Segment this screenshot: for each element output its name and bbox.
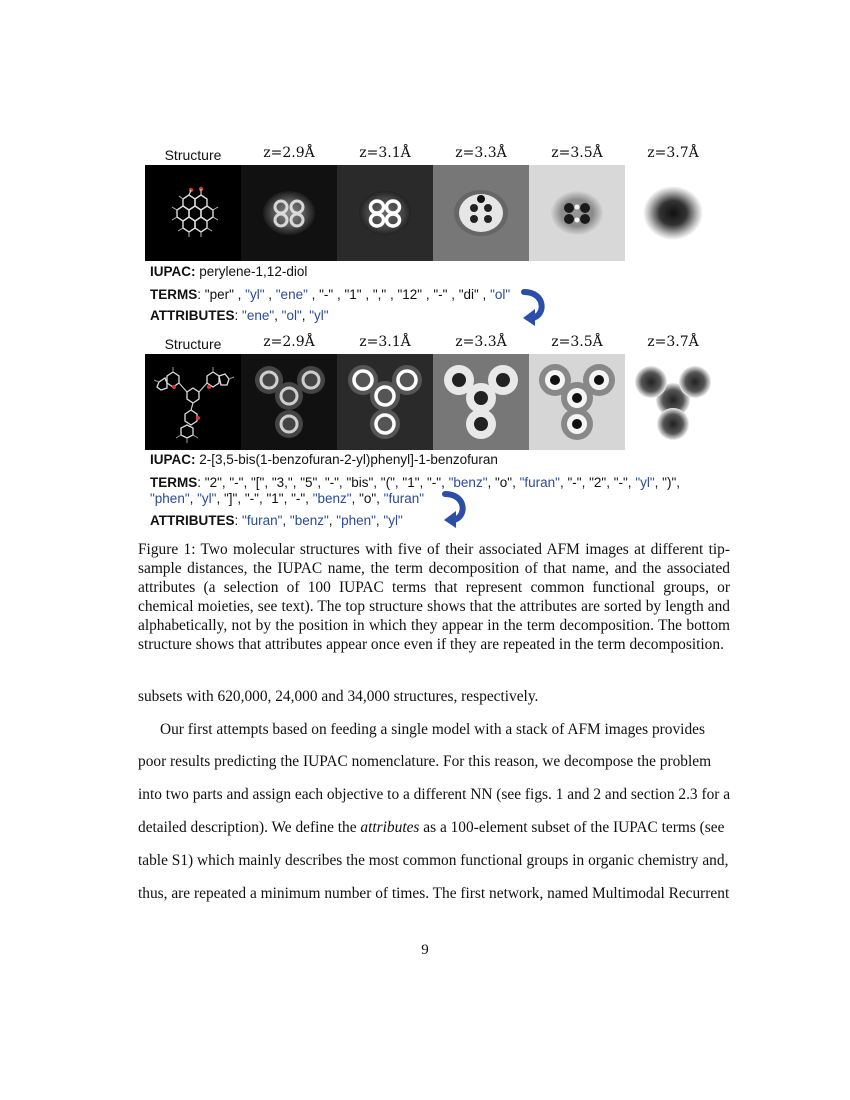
terms-label: TERMS (150, 475, 198, 490)
structure-image (145, 354, 241, 450)
iupac-label: IUPAC: (150, 452, 196, 467)
panel-2-attributes: ATTRIBUTES: "furan", "benz", "phen", "yl" (150, 513, 403, 528)
term-token: "-" (324, 475, 339, 490)
term-token: "benz" (448, 475, 488, 490)
term-token: "-" (291, 491, 306, 506)
header-structure: Structure (164, 336, 222, 352)
term-token: "-" (319, 287, 334, 302)
panel-2-terms-values-line1: "2", "-", "[", "3,", "5", "-", "bis", "(", "1", "-", "benz", "o", "furan", "-", "2", "-", "yl", ")", (204, 475, 681, 490)
term-token: "benz" (312, 491, 352, 506)
header-z29: z=2.9Å (263, 334, 315, 350)
attribute-token: "yl" (383, 513, 403, 528)
body-line-7: thus, are repeated a minimum number of times. The first network, named Multimodal Recurrent (138, 885, 730, 902)
header-z35: z=3.5Å (551, 145, 603, 161)
term-token: "furan" (383, 491, 425, 506)
body-line-3: poor results predicting the IUPAC nomenclature. For this reason, we decompose the problem (138, 753, 712, 770)
term-token: "]" (224, 491, 238, 506)
term-token: "o" (359, 491, 377, 506)
term-token: "ol" (490, 287, 511, 302)
figure-panel-2 (145, 334, 725, 534)
structure-image (145, 165, 241, 261)
panel-2-header-row (145, 334, 725, 354)
panel-2-attributes-values: "furan", "benz", "phen", "yl" (242, 513, 403, 528)
attributes-label: ATTRIBUTES (150, 308, 235, 323)
term-token: "3," (271, 475, 293, 490)
term-token: "yl" (245, 287, 265, 302)
panel-1-attributes-values: "ene", "ol", "yl" (242, 308, 329, 323)
afm-image-z37 (625, 165, 721, 261)
term-token: "phen" (150, 491, 190, 506)
body-line-5-post: as a 100-element subset of the IUPAC terms (see (419, 819, 725, 836)
panel-2-image-row (145, 354, 725, 450)
attribute-token: "benz" (289, 513, 329, 528)
afm-image-z35 (529, 165, 625, 261)
term-token: "-" (229, 475, 244, 490)
body-line-1: subsets with 620,000, 24,000 and 34,000 structures, respectively. (138, 688, 539, 705)
afm-image-z35 (529, 354, 625, 450)
term-token: "o" (495, 475, 513, 490)
term-token: "bis" (346, 475, 374, 490)
attribute-token: "ene" (242, 308, 275, 323)
figure-caption: Figure 1: Two molecular structures with five of their associated AFM images at different tip-sample distances, the IUPAC name, the term decomposition of that name, and the associated attributes (a selection of 100 IUPAC terms that represent common functional groups, or chemical moieties, see text). The top structure shows that the attributes are sorted by length and alphabetically, not by the position in which they appear in the term decomposition. The bottom structure shows that attributes appear once even if they are repeated in the term decomposition. (138, 541, 730, 653)
term-token: "2" (204, 475, 222, 490)
iupac-value: 2-[3,5-bis(1-benzofuran-2-yl)phenyl]-1-benzofuran (199, 452, 498, 467)
body-line-5 (138, 819, 730, 837)
panel-1-attributes: ATTRIBUTES: "ene", "ol", "yl" (150, 308, 329, 323)
afm-image-z31 (337, 354, 433, 450)
term-token: "yl" (635, 475, 655, 490)
term-token: "2" (589, 475, 607, 490)
term-token: "[" (251, 475, 265, 490)
afm-image-z29 (241, 354, 337, 450)
term-token: "1" (266, 491, 284, 506)
afm-image-z37 (625, 354, 721, 450)
curved-arrow-icon (441, 490, 471, 533)
page-number: 9 (421, 942, 429, 958)
header-z33: z=3.3Å (455, 145, 507, 161)
term-token: "12" (397, 287, 423, 302)
afm-image-z31 (337, 165, 433, 261)
curved-arrow-icon (520, 288, 550, 331)
afm-image-z29 (241, 165, 337, 261)
header-z33: z=3.3Å (455, 334, 507, 350)
header-z35: z=3.5Å (551, 334, 603, 350)
term-token: "1" (344, 287, 362, 302)
term-token: "," (372, 287, 387, 302)
header-structure: Structure (164, 147, 222, 163)
term-token: "di" (458, 287, 479, 302)
term-token: "(" (380, 475, 395, 490)
attribute-token: "furan" (242, 513, 283, 528)
term-token: "ene" (275, 287, 308, 302)
panel-2-terms-values-line2: "phen", "yl", "]", "-", "1", "-", "benz", "o", "furan" (150, 491, 425, 506)
attribute-token: "phen" (336, 513, 376, 528)
header-z31: z=3.1Å (359, 145, 411, 161)
afm-image-z33 (433, 165, 529, 261)
body-line-5-pre: detailed description). We define the (138, 819, 361, 836)
panel-1-image-row (145, 165, 725, 261)
term-token: "furan" (519, 475, 560, 490)
panel-1-header-row (145, 145, 725, 165)
iupac-label: IUPAC: (150, 264, 196, 279)
header-z37: z=3.7Å (647, 145, 699, 161)
header-z29: z=2.9Å (263, 145, 315, 161)
term-token: "yl" (197, 491, 217, 506)
panel-1-terms: TERMS: "per" , "yl" , "ene" , "-" , "1" , "," , "12" , "-" , "di" , "ol" (150, 287, 511, 302)
attribute-token: "ol" (281, 308, 302, 323)
panel-2-iupac (150, 452, 498, 467)
attributes-label: ATTRIBUTES (150, 513, 235, 528)
panel-1-iupac (150, 264, 307, 279)
body-line-6: table S1) which mainly describes the most common functional groups in organic chemistry and, (138, 852, 729, 869)
attributes-term-emphasis: attributes (360, 819, 420, 836)
term-token: "5" (300, 475, 318, 490)
term-token: "-" (427, 475, 442, 490)
panel-1-terms-values: "per" , "yl" , "ene" , "-" , "1" , "," , "12" , "-" , "di" , "ol" (204, 287, 511, 302)
term-token: "-" (567, 475, 582, 490)
body-line-2: Our first attempts based on feeding a single model with a stack of AFM images provides (160, 721, 705, 738)
term-token: "-" (244, 491, 259, 506)
afm-image-z33 (433, 354, 529, 450)
term-token: "-" (613, 475, 628, 490)
term-token: "-" (433, 287, 448, 302)
term-token: "1" (402, 475, 420, 490)
terms-label: TERMS (150, 287, 198, 302)
header-z37: z=3.7Å (647, 334, 699, 350)
term-token: ")" (662, 475, 677, 490)
panel-2-terms-cont (150, 491, 424, 506)
header-z31: z=3.1Å (359, 334, 411, 350)
panel-2-terms: TERMS: "2", "-", "[", "3,", "5", "-", "bis", "(", "1", "-", "benz", "o", "furan", "-", "2", "-", "yl", ")", (150, 475, 681, 490)
body-line-4: into two parts and assign each objective to a different NN (see figs. 1 and 2 and section 2.3 for a (138, 786, 731, 803)
term-token: "per" (204, 287, 234, 302)
figure-panel-1 (145, 145, 725, 325)
attribute-token: "yl" (309, 308, 329, 323)
iupac-value: perylene-1,12-diol (199, 264, 308, 279)
